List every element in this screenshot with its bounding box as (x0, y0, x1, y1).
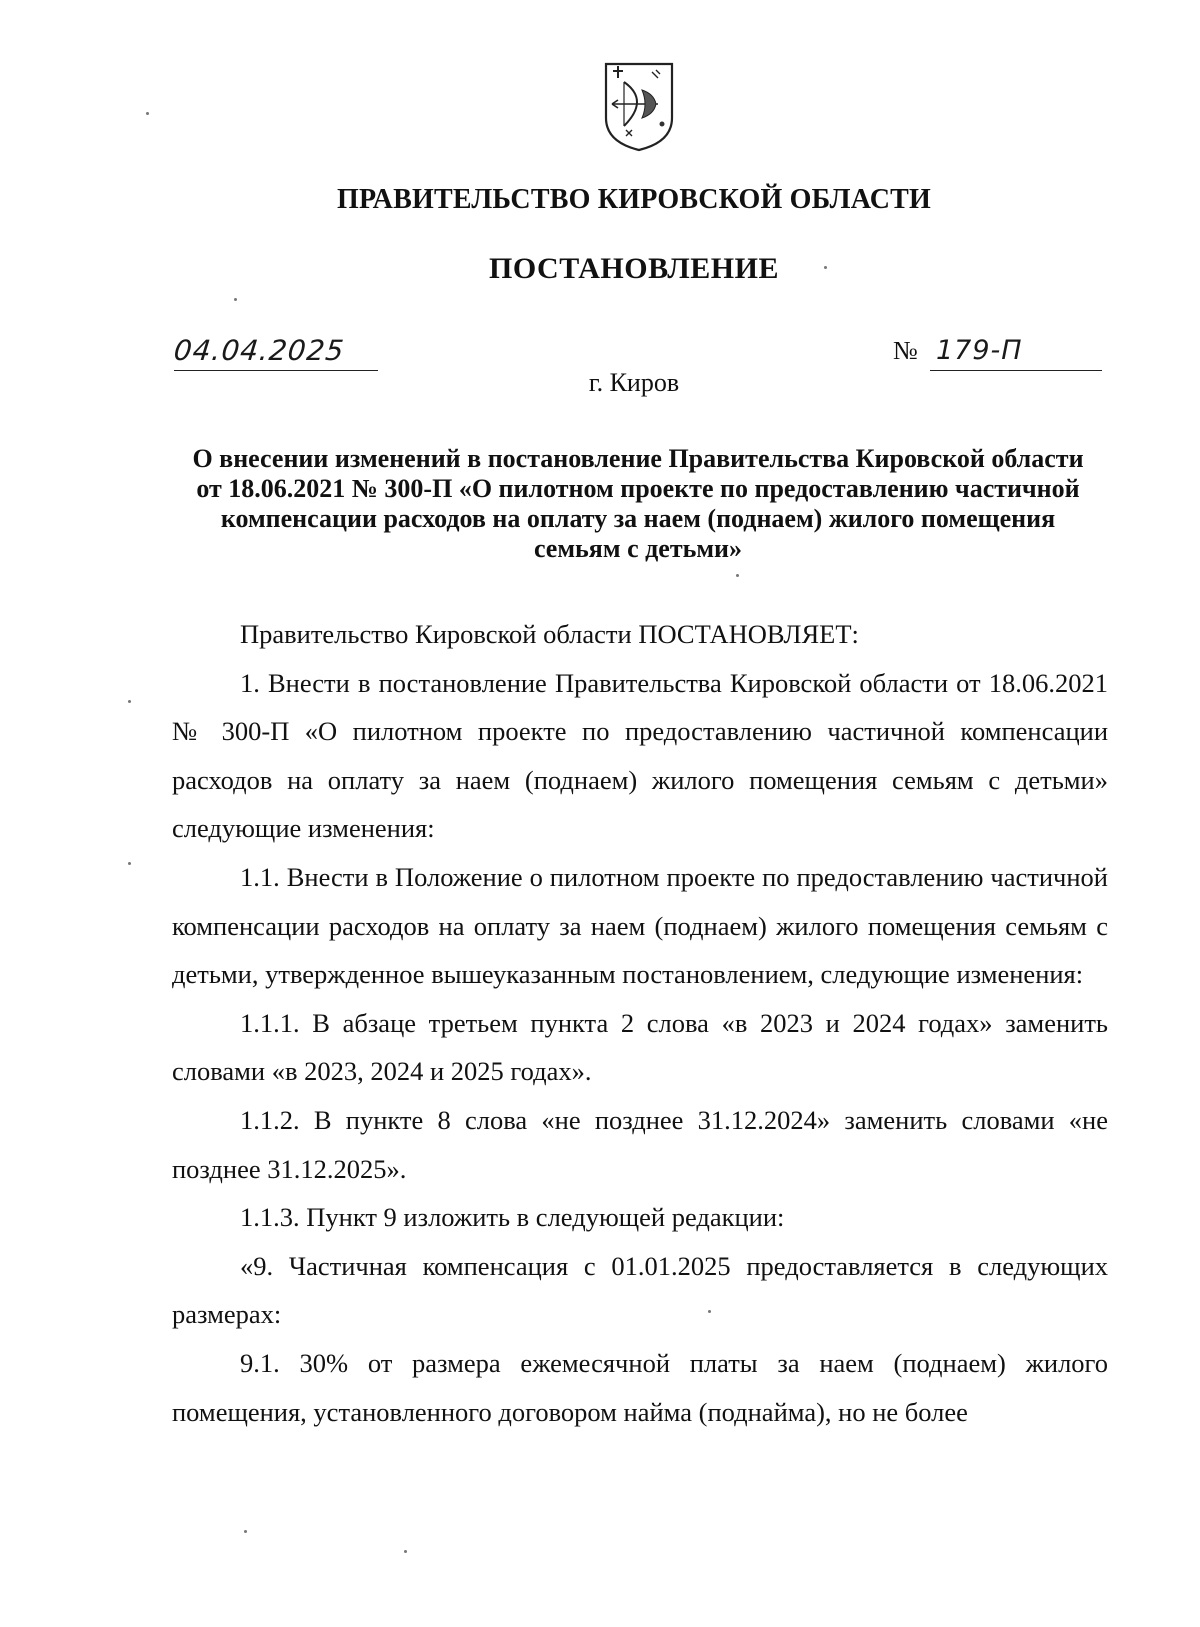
document-subject: О внесении изменений в постановление Правительства Кировской области от 18.06.2021 № 300-П «О пилотном проекте по предоставлению частичной компенсации расходов на оплату за наем (поднаем) жилого помещения семьям с детьми» (192, 444, 1084, 563)
scan-speck (404, 1550, 407, 1553)
scan-speck (128, 700, 131, 703)
date-field (174, 334, 378, 371)
scan-speck (146, 112, 149, 115)
scan-speck (824, 266, 827, 269)
scan-speck (708, 1310, 711, 1313)
body-paragraph: 1.1.3. Пункт 9 изложить в следующей редакции: (240, 1202, 785, 1233)
scan-speck (234, 298, 237, 301)
body-paragraph: «9. Частичная компенсация с 01.01.2025 предоставляется в следующих размерах: (172, 1250, 1108, 1330)
scan-speck (736, 574, 739, 577)
document-body (172, 610, 1108, 1436)
scan-speck (128, 862, 131, 865)
document-date: 04.04.2025 (172, 334, 347, 367)
scan-speck (244, 1530, 247, 1533)
body-paragraph: 1.1.2. В пункте 8 слова «не позднее 31.12.2024» заменить словами «не позднее 31.12.2025». (172, 1104, 1108, 1184)
body-paragraph: 9.1. 30% от размера ежемесячной платы за наем (поднаем) жилого помещения, установленного договором найма (поднайма), но не более (172, 1347, 1108, 1427)
number-label: № (893, 336, 918, 365)
city-name: г. Киров (588, 368, 680, 397)
body-paragraph: 1.1.1. В абзаце третьем пункта 2 слова «в 2023 и 2024 годах» заменить словами «в 2023, 2024 и 2025 годах». (172, 1007, 1108, 1087)
document-type-title: ПОСТАНОВЛЕНИЕ (489, 252, 779, 285)
body-paragraph: Правительство Кировской области ПОСТАНОВЛЯЕТ: (240, 619, 859, 649)
document-number: 179-П (936, 335, 1023, 366)
kirov-coat-of-arms-icon (602, 60, 676, 152)
body-paragraph: 1. Внести в постановление Правительства Кировской области от 18.06.2021 № 300-П «О пилотном проекте по предоставлению частичной компенсации расходов на оплату за наем (поднаем) жилого помещения семьям с детьми» следующие изменения: (172, 667, 1108, 844)
number-field (930, 334, 1102, 371)
government-title: ПРАВИТЕЛЬСТВО КИРОВСКОЙ ОБЛАСТИ (336, 184, 931, 215)
body-paragraph: 1.1. Внести в Положение о пилотном проекте по предоставлению частичной компенсации расходов на оплату за наем (поднаем) жилого помещения семьям с детьми, утвержденное вышеуказанным постановлением, следующие изменения: (172, 861, 1108, 990)
